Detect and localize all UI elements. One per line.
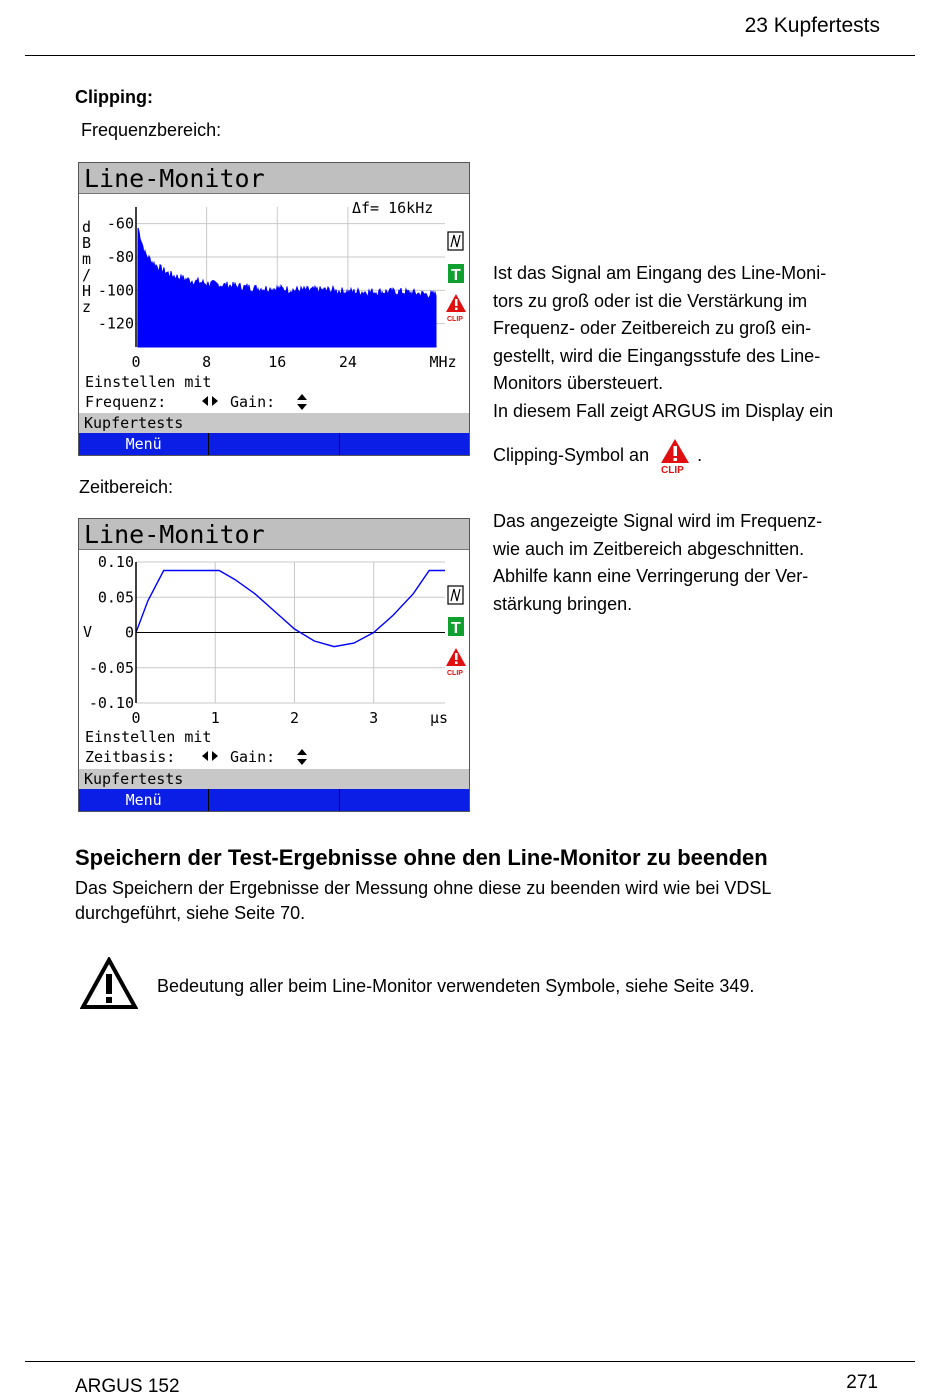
softkey-3[interactable] [340, 433, 469, 455]
frequency-label: Frequenz: [85, 393, 167, 411]
text-line: . [697, 445, 703, 466]
gain-label: Gain: [230, 748, 276, 766]
x-tick-label: 24 [338, 353, 357, 371]
line-monitor-screen-frequency [78, 162, 470, 456]
menu-softkey[interactable]: Menü [79, 433, 209, 455]
y-unit: V [83, 623, 93, 641]
text-line: Clipping-Symbol an [493, 445, 650, 466]
t-icon [448, 264, 464, 284]
clipping-explanation [493, 260, 833, 475]
svg-text:CLIP: CLIP [447, 316, 463, 323]
spectrum-plot [79, 195, 469, 413]
up-down-arrows-icon [297, 394, 307, 410]
svg-text:CLIP: CLIP [661, 465, 684, 475]
left-right-arrows-icon [202, 396, 218, 406]
y-unit-char: m [82, 250, 92, 268]
screen-title: Line-Monitor [79, 519, 469, 550]
y-tick-label: -0.10 [88, 694, 134, 712]
up-down-arrows-icon [297, 749, 307, 765]
y-tick-label: -60 [106, 214, 134, 233]
y-tick-label: -120 [97, 314, 134, 333]
clip-icon [659, 437, 693, 475]
status-bar: Kupfertests [79, 769, 469, 789]
clipping-heading: Clipping: [75, 87, 153, 107]
header-rule [25, 55, 915, 56]
t-icon [448, 617, 464, 637]
trigger-icon [448, 232, 463, 250]
y-tick-label: 0 [124, 623, 134, 642]
trigger-icon [448, 586, 463, 604]
footer-product: ARGUS 152 [75, 1376, 180, 1397]
delta-f-label: Δf= 16kHz [352, 199, 434, 217]
timebase-label: Zeitbasis: [85, 748, 176, 766]
freq-caption: Frequenzbereich: [81, 120, 222, 140]
page-number: 271 [846, 1372, 878, 1393]
svg-text:T: T [451, 267, 461, 284]
text-line: gestellt, wird die Eingangsstufe des Line- [493, 345, 821, 366]
y-tick-label: 0.05 [97, 588, 134, 607]
y-unit-char: B [82, 234, 92, 252]
hint-line: Einstellen mit [85, 728, 212, 746]
clip-icon [446, 648, 466, 677]
x-tick-label: 0 [131, 353, 141, 371]
hint-line: Einstellen mit [85, 373, 212, 391]
clip-icon [446, 294, 466, 323]
svg-text:CLIP: CLIP [447, 670, 463, 677]
softkey-2[interactable] [209, 433, 339, 455]
time-plot [79, 551, 469, 769]
waveform-trace [136, 571, 445, 647]
text-line: Das angezeigte Signal wird im Frequenz- [493, 511, 823, 531]
softkey-2[interactable] [209, 789, 339, 811]
text-line: wie auch im Zeitbereich abgeschnitten. [493, 538, 805, 559]
warning-icon [80, 957, 138, 1011]
chapter-title: 23 Kupfertests [744, 14, 880, 37]
clip-symbol-line [493, 437, 833, 475]
softkey-bar [79, 433, 469, 455]
text-line: Abhilfe kann eine Verringerung der Ver- [493, 566, 809, 586]
y-tick-label: -80 [106, 248, 134, 266]
text-line: stärkung bringen. [493, 593, 633, 614]
menu-softkey[interactable]: Menü [79, 789, 209, 811]
clipping-remedy [493, 508, 822, 618]
y-tick-label: 0.10 [97, 553, 134, 571]
note-text: Bedeutung aller beim Line-Monitor verwendeten Symbole, siehe Seite 349. [157, 976, 755, 996]
text-line: durchgeführt, siehe Seite 70. [75, 903, 306, 923]
footer-rule [25, 1361, 915, 1362]
y-unit-char: H [82, 282, 92, 300]
y-unit-char: d [82, 218, 92, 236]
section-heading: Speichern der Test-Ergebnisse ohne den Line-Monitor zu beenden [75, 845, 768, 870]
y-unit-char: z [82, 298, 92, 316]
x-tick-label: 16 [268, 353, 287, 371]
status-bar: Kupfertests [79, 413, 469, 433]
time-caption: Zeitbereich: [79, 477, 174, 497]
x-tick-label: MHz [429, 353, 457, 371]
softkey-3[interactable] [340, 789, 469, 811]
x-tick-label: µs [429, 709, 449, 727]
text-line: In diesem Fall zeigt ARGUS im Display ein [493, 400, 834, 421]
text-line: tors zu groß oder ist die Verstärkung im [493, 290, 808, 311]
x-tick-label: 0 [131, 709, 141, 727]
softkey-bar [79, 789, 469, 811]
x-tick-label: 1 [210, 709, 220, 727]
line-monitor-screen-time [78, 518, 470, 812]
y-unit-char: / [82, 266, 92, 284]
text-line: Ist das Signal am Eingang des Line-Moni- [493, 263, 827, 283]
gain-label: Gain: [230, 393, 276, 411]
text-line: Das Speichern der Ergebnisse der Messung ohne diese zu beenden wird wie bei VDSL [75, 878, 772, 898]
text-line: Frequenz- oder Zeitbereich zu groß ein- [493, 318, 812, 338]
svg-text:T: T [451, 620, 461, 637]
x-tick-label: 2 [289, 709, 299, 727]
left-right-arrows-icon [202, 751, 218, 761]
text-line: Monitors übersteuert. [493, 373, 664, 393]
x-tick-label: 8 [202, 353, 212, 371]
section-text [75, 876, 771, 926]
spectrum-trace [138, 228, 436, 347]
y-tick-label: -0.05 [88, 658, 134, 677]
y-tick-label: -100 [97, 281, 134, 300]
screen-title: Line-Monitor [79, 163, 469, 194]
x-tick-label: 3 [369, 709, 379, 727]
